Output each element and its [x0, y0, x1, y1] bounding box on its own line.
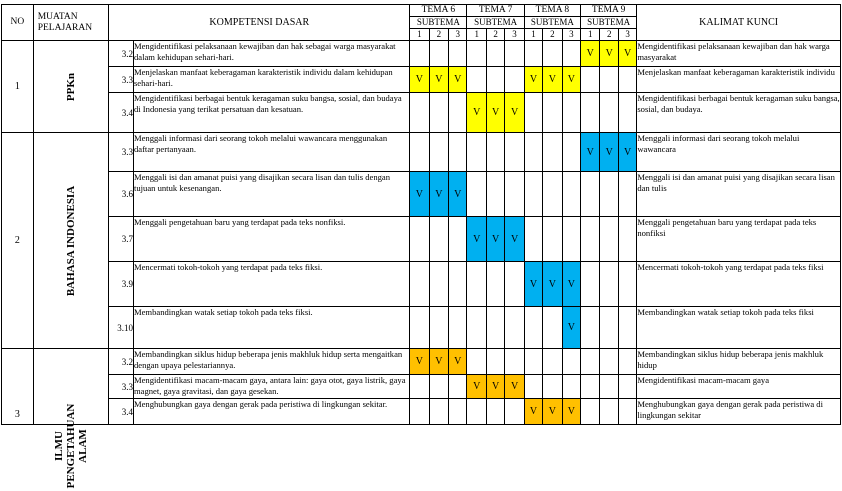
- kd-text: Membandingkan watak setiap tokoh pada teks fiksi.: [133, 307, 409, 349]
- subtema-number: 3: [449, 29, 467, 41]
- kd-number: 3.3: [109, 133, 134, 172]
- mark-cell: V: [600, 41, 618, 67]
- mark-cell: V: [562, 262, 580, 307]
- header-subtema: SUBTEMA: [524, 17, 580, 29]
- kd-number: 3.9: [109, 262, 134, 307]
- kd-text: Menggali isi dan amanat puisi yang disajikan secara lisan dan tulis dengan tujuan untuk kesenangan.: [133, 172, 409, 217]
- subtema-number: 1: [467, 29, 486, 41]
- kd-text: Mengidentifikasi macam-macam gaya, antara lain: gaya otot, gaya listrik, gaya magnet, gaya gravitasi, dan gaya gesekan.: [133, 375, 409, 399]
- kalimat-kunci: Mengidentifikasi berbagai bentuk keragaman suku bangsa, sosial, dan budaya.: [637, 93, 841, 133]
- kd-text: Mengidentifikasi berbagai bentuk keragaman suku bangsa, sosial, dan budaya di Indonesia yang terikat persatuan dan kesatuan.: [133, 93, 409, 133]
- mark-cell: V: [467, 93, 486, 133]
- mark-cell: V: [486, 93, 504, 133]
- kd-number: 3.2: [109, 349, 134, 375]
- subject-label: BAHASA INDONESIA: [65, 185, 78, 296]
- kd-number: 3.3: [109, 375, 134, 399]
- subtema-number: 2: [600, 29, 618, 41]
- subtema-number: 3: [505, 29, 524, 41]
- header-muatan: MUATAN PELAJARAN: [33, 5, 109, 41]
- header-subtema: SUBTEMA: [410, 17, 467, 29]
- mark-cell: V: [449, 67, 467, 93]
- mark-cell: V: [581, 133, 600, 172]
- mark-cell: V: [410, 349, 429, 375]
- mark-cell: V: [543, 67, 562, 93]
- mark-cell: V: [449, 349, 467, 375]
- header-tema-6: TEMA 6: [410, 5, 467, 17]
- header-no: NO: [2, 5, 34, 41]
- header-subtema: SUBTEMA: [581, 17, 637, 29]
- mark-cell: V: [410, 67, 429, 93]
- subject-number: 1: [2, 41, 34, 133]
- subject-label: PPKn: [65, 72, 78, 101]
- kd-text: Mencermati tokoh-tokoh yang terdapat pada teks fiksi.: [133, 262, 409, 307]
- kalimat-kunci: Menghubungkan gaya dengan gerak pada peristiwa di lingkungan sekitar: [637, 399, 841, 425]
- mark-cell: V: [429, 67, 448, 93]
- subject-label: ILMU PENGETAHUAN ALAM: [53, 403, 90, 489]
- kd-text: Menggali pengetahuan baru yang terdapat pada teks nonfiksi.: [133, 217, 409, 262]
- mark-cell: V: [449, 172, 467, 217]
- kd-text: Membandingkan siklus hidup beberapa jenis makhluk hidup serta mengaitkan dengan upaya pelestariannya.: [133, 349, 409, 375]
- mark-cell: V: [467, 217, 486, 262]
- mark-cell: V: [524, 262, 542, 307]
- mark-cell: V: [410, 172, 429, 217]
- subtema-number: 3: [562, 29, 580, 41]
- kd-number: 3.2: [109, 41, 134, 67]
- kalimat-kunci: Membandingkan watak setiap tokoh pada teks fiksi: [637, 307, 841, 349]
- kalimat-kunci: Mengidentifikasi pelaksanaan kewajiban dan hak warga masyarakat: [637, 41, 841, 67]
- mark-cell: V: [562, 307, 580, 349]
- mark-cell: V: [429, 349, 448, 375]
- mark-cell: V: [429, 172, 448, 217]
- header-kalimat: KALIMAT KUNCI: [637, 5, 841, 41]
- mark-cell: V: [581, 41, 600, 67]
- kd-number: 3.10: [109, 307, 134, 349]
- kalimat-kunci: Membandingkan siklus hidup beberapa jenis makhluk hidup: [637, 349, 841, 375]
- header-tema-8: TEMA 8: [524, 5, 580, 17]
- mark-cell: V: [524, 67, 542, 93]
- subtema-number: 1: [410, 29, 429, 41]
- header-kompetensi: KOMPETENSI DASAR: [109, 5, 410, 41]
- mark-cell: V: [486, 217, 504, 262]
- kalimat-kunci: Menggali isi dan amanat puisi yang disajikan secara lisan dan tulis: [637, 172, 841, 217]
- header-subtema: SUBTEMA: [467, 17, 524, 29]
- header-tema-7: TEMA 7: [467, 5, 524, 17]
- mark-cell: V: [486, 375, 504, 399]
- kd-number: 3.6: [109, 172, 134, 217]
- competency-mapping-table: [1, 4, 841, 489]
- subtema-number: 1: [581, 29, 600, 41]
- kd-number: 3.3: [109, 67, 134, 93]
- subject-number: 2: [2, 133, 34, 349]
- kd-text: Menghubungkan gaya dengan gerak pada peristiwa di lingkungan sekitar.: [133, 399, 409, 425]
- mark-cell: V: [618, 133, 636, 172]
- mark-cell: V: [618, 41, 636, 67]
- mark-cell: V: [562, 399, 580, 425]
- mark-cell: V: [562, 67, 580, 93]
- kd-number: 3.4: [109, 93, 134, 133]
- kd-text: Mengidentifikasi pelaksanaan kewajiban dan hak sebagai warga masyarakat dalam kehidupan sehari-hari.: [133, 41, 409, 67]
- mark-cell: V: [524, 399, 542, 425]
- header-tema-9: TEMA 9: [581, 5, 637, 17]
- subtema-number: 3: [618, 29, 636, 41]
- subject-name: [33, 349, 109, 489]
- kalimat-kunci: Menjelaskan manfaat keberagaman karakteristik individu: [637, 67, 841, 93]
- subtema-number: 2: [543, 29, 562, 41]
- kalimat-kunci: Mencermati tokoh-tokoh yang terdapat pada teks fiksi: [637, 262, 841, 307]
- kalimat-kunci: Menggali pengetahuan baru yang terdapat pada teks nonfiksi: [637, 217, 841, 262]
- subject-name: [33, 41, 109, 133]
- subject-number: 3: [2, 349, 34, 425]
- mark-cell: V: [543, 399, 562, 425]
- kalimat-kunci: Mengidentifikasi macam-macam gaya: [637, 375, 841, 399]
- mark-cell: V: [505, 375, 524, 399]
- kd-number: 3.4: [109, 399, 134, 425]
- mark-cell: V: [505, 93, 524, 133]
- mark-cell: V: [543, 262, 562, 307]
- kd-text: Menjelaskan manfaat keberagaman karakteristik individu dalam kehidupan sehari-hari.: [133, 67, 409, 93]
- subtema-number: 2: [486, 29, 504, 41]
- kd-number: 3.7: [109, 217, 134, 262]
- mark-cell: V: [600, 133, 618, 172]
- subject-name: [33, 133, 109, 349]
- subtema-number: 2: [429, 29, 448, 41]
- kd-text: Menggali informasi dari seorang tokoh melalui wawancara menggunakan daftar pertanyaan.: [133, 133, 409, 172]
- subtema-number: 1: [524, 29, 542, 41]
- mark-cell: V: [505, 217, 524, 262]
- kalimat-kunci: Menggali informasi dari seorang tokoh melalui wawancara: [637, 133, 841, 172]
- mark-cell: V: [467, 375, 486, 399]
